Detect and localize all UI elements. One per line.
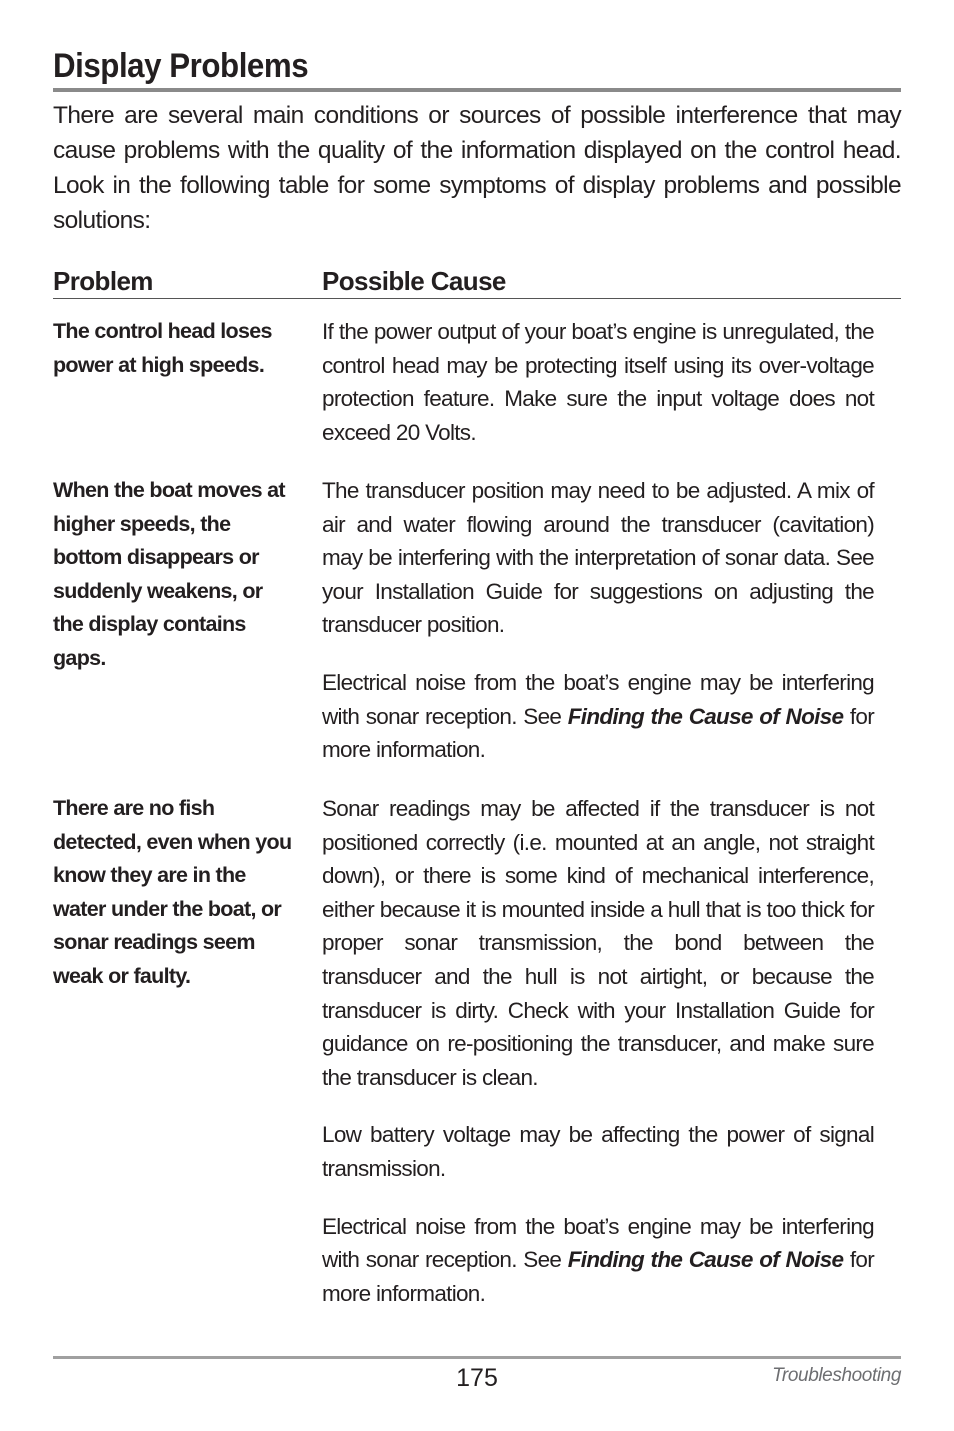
problem-column-header: Problem [53,266,153,296]
cause-paragraph [322,666,874,767]
cause-text: Electrical noise from the boat’s engine may be interfering with sonar reception. See [322,1213,874,1273]
page-number: 175 [456,1364,498,1392]
footer-divider [53,1356,901,1359]
cause-text: Electrical noise from the boat’s engine may be interfering with sonar reception. See [322,669,874,729]
noise-reference-link[interactable]: Finding the Cause of Noise [567,703,844,729]
cause-cell [322,315,874,449]
section-name: Troubleshooting [772,1365,901,1386]
problem-cell: The control head loses power at high speeds. [53,319,272,377]
cause-paragraph: Low battery voltage may be affecting the power of signal transmission. [322,1122,874,1181]
cause-paragraph: The transducer position may need to be adjusted. A mix of air and water flowing around the transducer (cavitation) may be interfering with the interpretation of sonar data. See your Installation Guide for suggestions on adjusting the transducer position. [322,478,874,638]
cause-cell [322,474,874,767]
cause-text: for more information. [322,1247,874,1306]
noise-reference-link[interactable]: Finding the Cause of Noise [567,1247,844,1273]
problem-cell: When the boat moves at higher speeds, the bottom disappears or suddenly weakens, or the display contains gaps. [53,478,285,670]
cause-text: for more information. [322,703,874,763]
table-header [53,264,901,300]
page-title: Display Problems [53,47,309,85]
cause-paragraph: If the power output of your boat’s engine is unregulated, the control head may be protecting itself using its over-voltage protection feature. Make sure the input voltage does not exceed 20 Volts. [322,319,874,445]
cause-paragraph [322,1210,874,1311]
manual-page [53,0,901,1431]
cause-cell [322,792,874,1310]
intro-paragraph: There are several main conditions or sources of possible interference that may cause problems with the quality of the information displayed on the control head. Look in the following table for some symptoms of display problems and possible solutions: [53,102,901,234]
cause-column-header: Possible Cause [322,266,506,296]
problem-cell: There are no fish detected, even when you know they are in the water under the boat, or sonar readings seem weak or faulty. [53,796,292,988]
cause-paragraph: Sonar readings may be affected if the transducer is not positioned correctly (i.e. mounted at an angle, not straight down), or there is some kind of mechanical interference, either because it is mounted inside a hull that is too thick for proper sonar transmission, the bond between the transducer and the hull is not airtight, or because the transducer is dirty. Check with your Installation Guide for guidance on re-positioning the transducer, and make sure the transducer is clean. [322,796,874,1090]
table-header-divider [53,298,901,299]
title-divider [53,88,901,92]
